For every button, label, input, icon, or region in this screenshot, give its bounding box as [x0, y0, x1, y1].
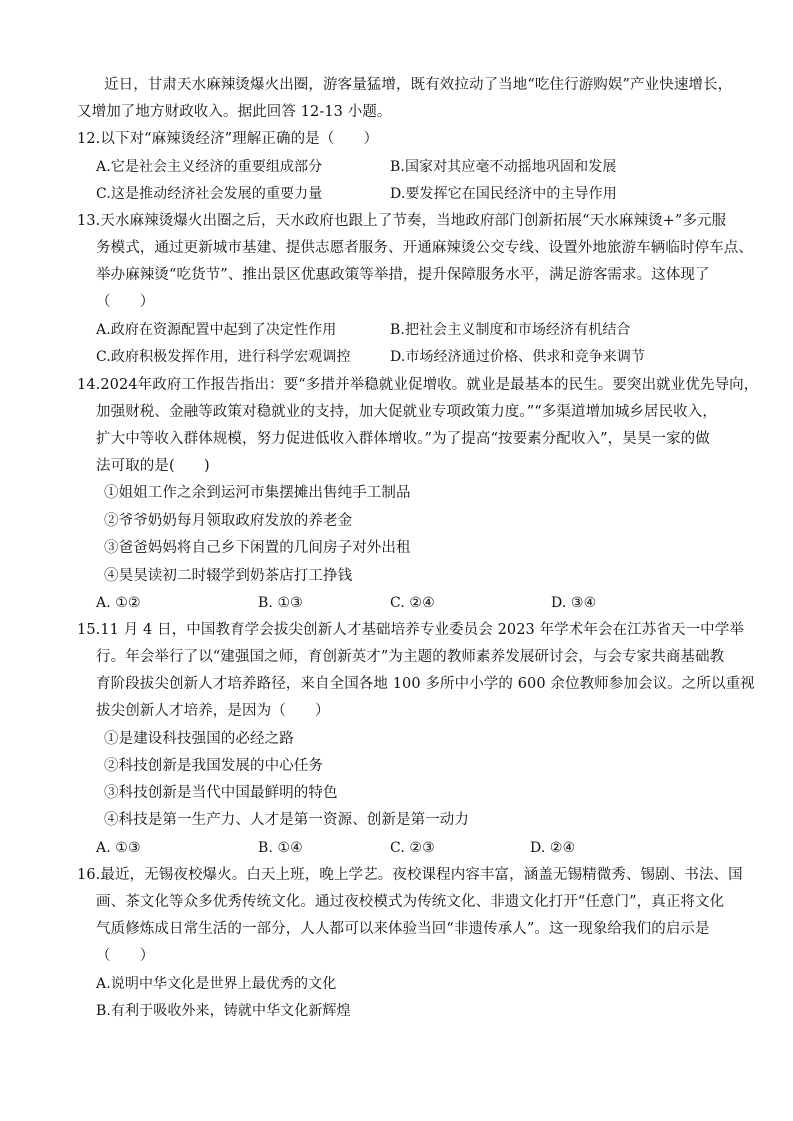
- question-15-option-d: D. ②④: [530, 840, 576, 856]
- question-14-option-b: B. ①③: [258, 595, 303, 611]
- question-13-option-c: C.政府积极发挥作用，进行科学宏观调控: [96, 349, 351, 365]
- question-15-option-c: C. ②③: [390, 840, 435, 856]
- question-14-option-c: C. ②④: [390, 595, 435, 611]
- question-12-option-a: A.它是社会主义经济的重要组成部分: [96, 159, 323, 175]
- question-15-item-3: ③科技创新是当代中国最鲜明的特色: [104, 785, 338, 801]
- question-15-item-2: ②科技创新是我国发展的中心任务: [104, 758, 323, 774]
- question-14-item-3: ③爸爸妈妈将自己乡下闲置的几间房子对外出租: [104, 540, 411, 556]
- question-13-option-a: A.政府在资源配置中起到了决定性作用: [96, 322, 337, 338]
- question-15-item-1: ①是建设科技强国的必经之路: [104, 731, 294, 747]
- question-15-stem-line-2: 行。年会举行了以“建强国之师，育创新英才”为主题的教师素养发展研讨会，与会专家共商基础教: [96, 649, 725, 665]
- question-14-item-2: ②爷爷奶奶每月领取政府发放的养老金: [104, 513, 353, 529]
- question-14-item-1: ①姐姐工作之余到运河市集摆摊出售纯手工制品: [104, 485, 411, 501]
- question-14-item-4: ④昊昊读初二时辍学到奶茶店打工挣钱: [104, 568, 353, 584]
- question-13-stem-line-3: 举办麻辣烫“吃货节”、推出景区优惠政策等举措，提升保障服务水平，满足游客需求。这体现了: [96, 267, 710, 283]
- question-14-stem-line-1: 14.2024年政府工作报告指出：要“多措并举稳就业促增收。就业是最基本的民生。要突出就业优先导向，: [77, 377, 759, 393]
- intro-line-2: 又增加了地方财政收入。据此回答 12-13 小题。: [77, 104, 392, 120]
- question-15-stem-line-4: 拔尖创新人才培养，是因为（ ）: [96, 703, 330, 719]
- question-16-stem-line-3: 气质修炼成日常生活的一部分，人人都可以来体验当回“非遗传承人”。这一现象给我们的启示是: [96, 921, 710, 937]
- question-14-stem-line-3: 扩大中等收入群体规模，努力促进低收入群体增收。”为了提高“按要素分配收入”，昊昊一家的做: [96, 431, 710, 447]
- intro-line-1: 近日，甘肃天水麻辣烫爆火出圈，游客量猛增，既有效拉动了当地“吃住行游购娱”产业快速增长，: [104, 77, 733, 93]
- question-13-option-d: D.市场经济通过价格、供求和竞争来调节: [390, 349, 646, 365]
- question-13-stem-line-4: （ ）: [96, 294, 155, 310]
- question-13-stem-line-2: 务模式，通过更新城市基建、提供志愿者服务、开通麻辣烫公交专线、设置外地旅游车辆临时停车点、: [96, 240, 753, 256]
- question-15-stem-line-3: 育阶段拔尖创新人才培养路径，来自全国各地 100 多所中小学的 600 余位教师参加会议。之所以重视: [96, 676, 755, 692]
- question-13-stem-line-1: 13.天水麻辣烫爆火出圈之后，天水政府也跟上了节奏，当地政府部门创新拓展“天水麻辣烫+”多元服: [77, 213, 727, 229]
- question-15-stem-line-1: 15.11 月 4 日，中国教育学会拔尖创新人才基础培养专业委员会 2023 年学术年会在江苏省天一中学举: [77, 622, 744, 638]
- question-16-option-b: B.有利于吸收外来，铸就中华文化新辉煌: [96, 1003, 351, 1019]
- question-12-stem: 12.以下对“麻辣烫经济”理解正确的是（ ）: [77, 131, 379, 147]
- question-14-option-a: A. ①②: [96, 595, 141, 611]
- question-13-option-b: B.把社会主义制度和市场经济有机结合: [390, 322, 631, 338]
- question-16-stem-line-4: （ ）: [96, 948, 155, 964]
- question-12-option-b: B.国家对其应毫不动摇地巩固和发展: [390, 159, 617, 175]
- question-12-option-c: C.这是推动经济社会发展的重要力量: [96, 186, 323, 202]
- question-15-item-4: ④科技是第一生产力、人才是第一资源、创新是第一动力: [104, 812, 469, 828]
- question-14-stem-line-4: 法可取的是( ): [96, 458, 210, 474]
- question-16-option-a: A.说明中华文化是世界上最优秀的文化: [96, 976, 337, 992]
- question-14-option-d: D. ③④: [551, 595, 597, 611]
- question-12-option-d: D.要发挥它在国民经济中的主导作用: [390, 186, 617, 202]
- question-16-stem-line-1: 16.最近，无锡夜校爆火。白天上班，晚上学艺。夜校课程内容丰富，涵盖无锡精微秀、锡剧、书法、国: [77, 867, 743, 883]
- question-16-stem-line-2: 画、茶文化等众多优秀传统文化。通过夜校模式为传统文化、非遗文化打开“任意门”，真正将文化: [96, 894, 725, 910]
- question-15-option-b: B. ①④: [258, 840, 303, 856]
- question-15-option-a: A. ①③: [96, 840, 141, 856]
- question-14-stem-line-2: 加强财税、金融等政策对稳就业的支持，加大促就业专项政策力度。”“多渠道增加城乡居民收入，: [96, 404, 717, 420]
